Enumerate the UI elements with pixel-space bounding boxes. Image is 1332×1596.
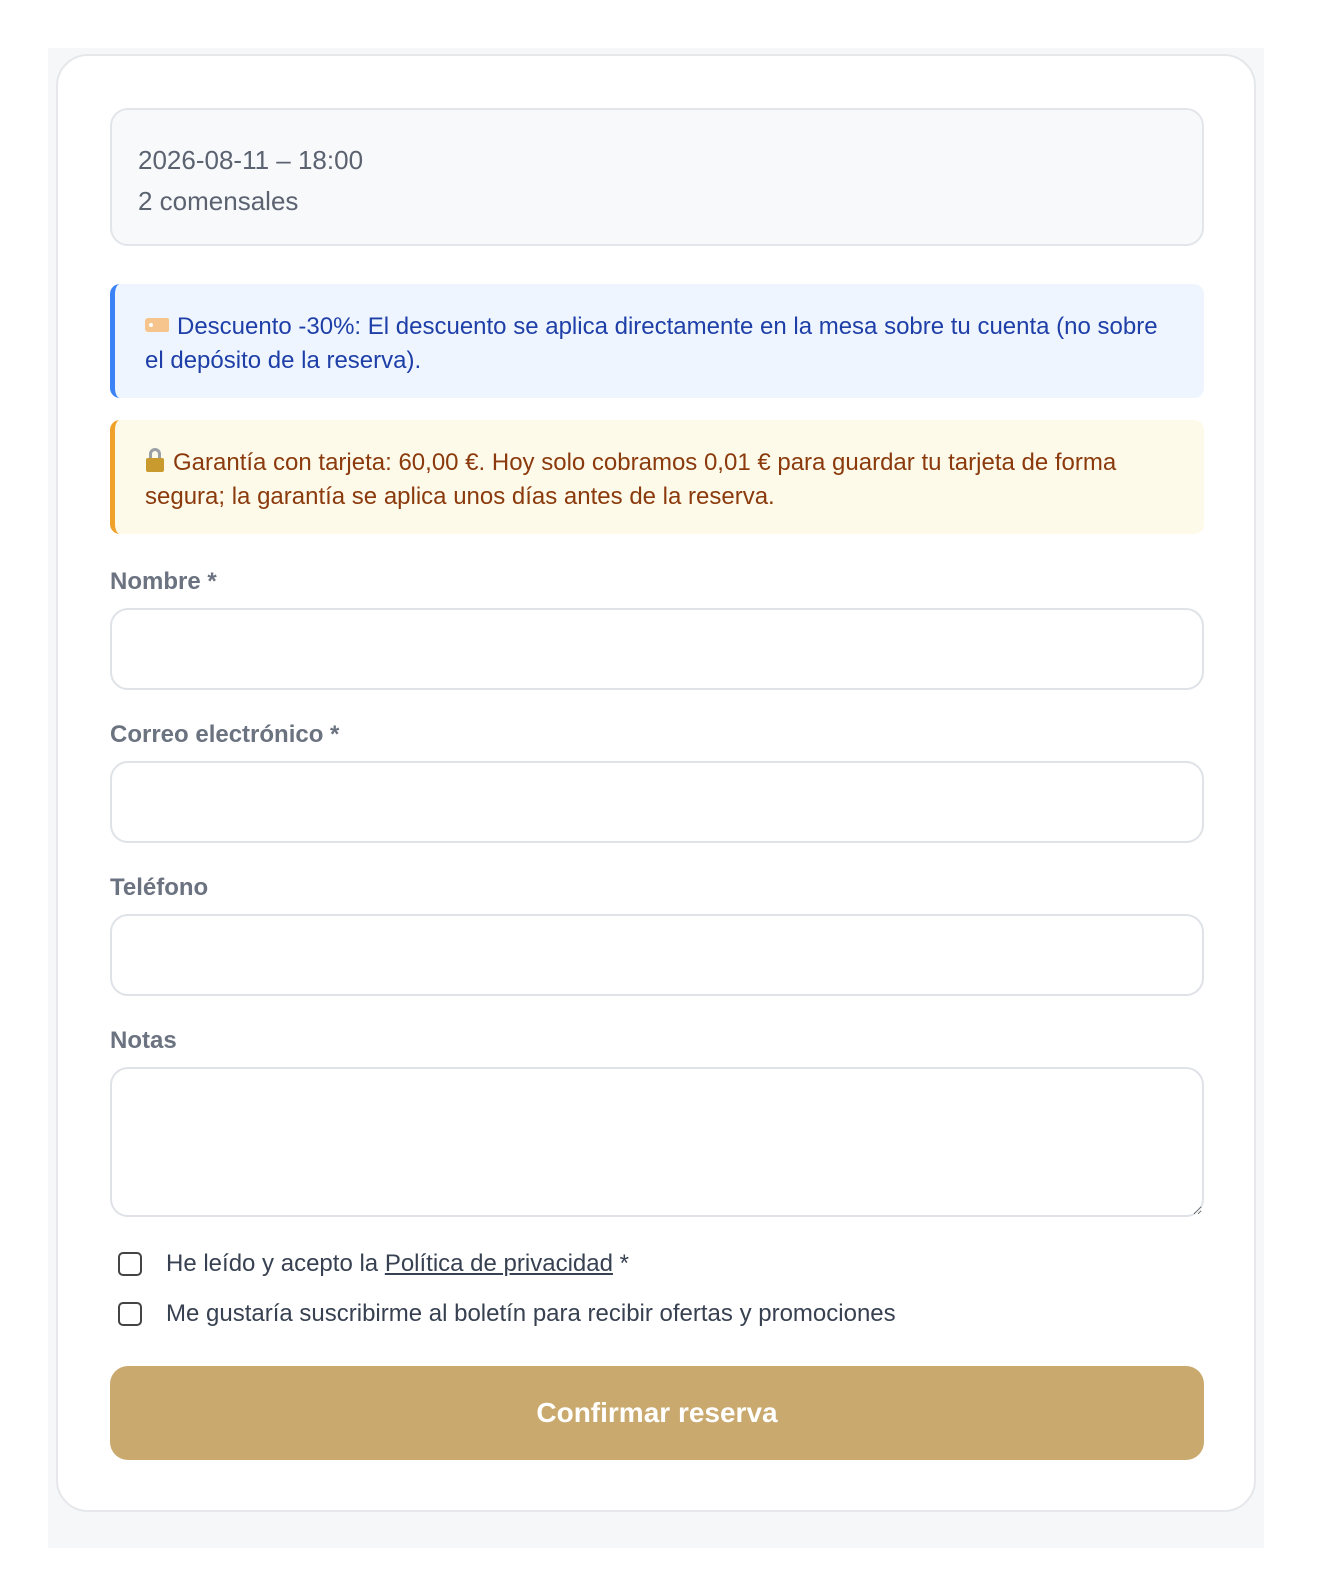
privacy-policy-link[interactable]: Política de privacidad [384, 1250, 613, 1277]
email-input[interactable] [110, 761, 1204, 843]
email-label: Correo electrónico * [110, 721, 340, 748]
discount-notice [110, 284, 1204, 398]
reservation-guests: 2 comensales [138, 186, 299, 216]
lock-icon [145, 448, 165, 472]
name-input[interactable] [110, 608, 1204, 690]
notes-textarea[interactable] [110, 1067, 1204, 1217]
notes-label: Notas [110, 1027, 177, 1054]
tag-icon [145, 318, 169, 332]
privacy-checkbox[interactable] [118, 1252, 142, 1276]
confirm-reservation-button[interactable]: Confirmar reserva [110, 1366, 1204, 1460]
booking-form-card [56, 54, 1256, 1512]
phone-input[interactable] [110, 914, 1204, 996]
guarantee-notice-text: Garantía con tarjeta: 60,00 €. Hoy solo cobramos 0,01 € para guardar tu tarjeta de forma segura; la garantía se aplica unos días antes de la reserva. [145, 449, 1117, 510]
phone-label: Teléfono [110, 874, 209, 901]
discount-notice-text: Descuento -30%: El descuento se aplica directamente en la mesa sobre tu cuenta (no sobre el depósito de la reserva). [145, 313, 1158, 374]
reservation-datetime: 2026-08-11 – 18:00 [138, 145, 364, 175]
guarantee-notice [110, 420, 1204, 534]
reservation-summary [110, 108, 1204, 246]
newsletter-label: Me gustaría suscribirme al boletín para recibir ofertas y promociones [166, 1300, 896, 1327]
newsletter-checkbox[interactable] [118, 1302, 142, 1326]
privacy-consent-row [118, 1250, 629, 1278]
name-label: Nombre * [110, 568, 217, 595]
privacy-required-mark: * [619, 1250, 629, 1277]
privacy-prefix: He leído y acepto la [166, 1250, 379, 1277]
newsletter-row [118, 1300, 896, 1328]
privacy-consent-text [166, 1250, 629, 1278]
